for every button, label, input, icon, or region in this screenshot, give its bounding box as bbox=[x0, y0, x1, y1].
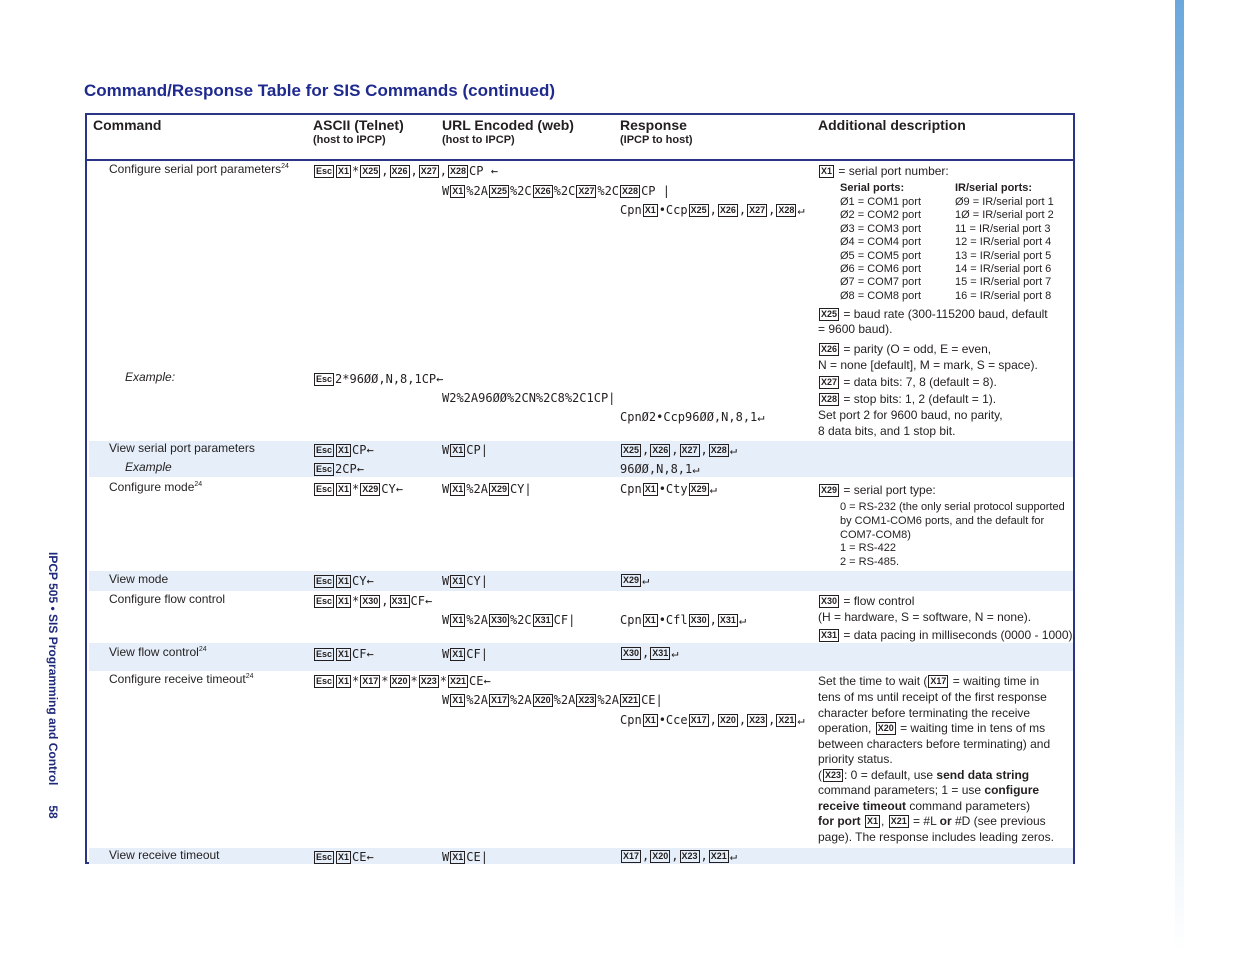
desc-x30: X30 = flow control bbox=[821, 594, 915, 608]
desc-x1-text: = serial port number: bbox=[838, 164, 949, 178]
configure-timeout-response: Cpn X1 •Cce X17 , X20 , X23 , X21 ↵ bbox=[620, 713, 805, 727]
header-response-label: Response bbox=[620, 117, 687, 133]
desc-x29-0: 0 = RS-232 (the only serial protocol supported by COM1-COM6 ports, and the default for COM7-COM8) bbox=[840, 501, 1065, 541]
view-serial-ascii: Esc X1 CP← bbox=[316, 443, 374, 457]
ir-port-item: 14 = IR/serial port 6 bbox=[955, 263, 1052, 276]
desc-x31-text: = data pacing in milliseconds (0000 - 1000). bbox=[843, 628, 1076, 642]
header-response bbox=[620, 117, 693, 146]
configure-serial-response: Cpn X1 •Ccp X25 , X26 , X27 , X28 ↵ bbox=[620, 203, 805, 217]
view-flow-text: View flow control bbox=[109, 645, 199, 659]
example1-response-text: CpnØ2•Ccp96ØØ,N,8,1 bbox=[620, 410, 758, 424]
ir-port-item: 12 = IR/serial port 4 bbox=[955, 236, 1052, 249]
row-example2-label: Example bbox=[125, 460, 172, 474]
row-configure-mode-label bbox=[109, 480, 202, 494]
view-serial-ascii-text: CP bbox=[352, 443, 367, 457]
desc-t13: page). The response includes leading zeros. bbox=[818, 830, 1054, 844]
view-timeout-ascii: Esc X1 CE← bbox=[316, 850, 374, 864]
configure-flow-url-a: %2A bbox=[466, 613, 488, 627]
desc-t9a: ( bbox=[818, 768, 822, 782]
ir-port-item: 16 = IR/serial port 8 bbox=[955, 289, 1052, 302]
view-timeout-url: W X1 CE| bbox=[442, 850, 488, 864]
row-view-flow-label bbox=[109, 645, 207, 659]
footnote-ref: 24 bbox=[194, 481, 203, 488]
header-ascii-label: ASCII (Telnet) bbox=[313, 117, 404, 133]
desc-t9c: send data string bbox=[936, 768, 1030, 782]
serial-ports-head: Serial ports: bbox=[840, 182, 905, 194]
view-flow-ascii-text: CF bbox=[352, 647, 367, 661]
row-view-mode-label: View mode bbox=[109, 572, 169, 586]
serial-port-item: Ø2 = COM2 port bbox=[840, 209, 922, 222]
header-ascii bbox=[313, 117, 404, 146]
configure-serial-text: Configure serial port parameters bbox=[109, 162, 282, 176]
desc-x31: X31 = data pacing in milliseconds (0000 - 1000). bbox=[821, 628, 1076, 642]
desc-timeout-line1: Set the time to wait ( X17 = waiting time in bbox=[818, 674, 1040, 688]
row-configure-flow-label: Configure flow control bbox=[109, 592, 226, 606]
view-flow-url: W X1 CF| bbox=[442, 647, 488, 661]
ir-ports-list bbox=[955, 196, 1054, 303]
example1-url: W2%2A96ØØ%2CN%2C8%2C1CP| bbox=[442, 391, 616, 405]
desc-t1: Set the time to wait ( bbox=[818, 674, 928, 688]
desc-x28-text: = stop bits: 1, 2 (default = 1). bbox=[843, 392, 997, 406]
desc-x26: X26 = parity (O = odd, E = even, bbox=[821, 342, 992, 356]
view-serial-response: X25 , X26 , X27 , X28 ↵ bbox=[623, 443, 737, 457]
example2-response-text: 96ØØ,N,8,1 bbox=[620, 462, 693, 476]
row-band-view-flow bbox=[89, 643, 1073, 671]
serial-port-item: Ø7 = COM7 port bbox=[840, 276, 922, 289]
header-command-label: Command bbox=[93, 117, 162, 133]
ir-ports-head: IR/serial ports: bbox=[955, 182, 1033, 194]
configure-flow-ascii: Esc X1 * X30 , X31 CF← bbox=[316, 594, 433, 608]
configure-timeout-url-a: %2A bbox=[466, 693, 488, 707]
desc-example-a: Set port 2 for 9600 baud, no parity, bbox=[818, 408, 1003, 422]
row-band-view-timeout bbox=[89, 848, 1073, 864]
view-timeout-url-text: CE bbox=[466, 850, 481, 864]
desc-t6: = waiting time in tens of ms bbox=[900, 721, 1046, 735]
desc-x26-text2: N = none [default], M = mark, S = space). bbox=[818, 358, 1038, 372]
desc-x29-text: = serial port type: bbox=[843, 483, 936, 497]
desc-x29: X29 = serial port type: bbox=[821, 483, 936, 497]
desc-x27-text: = data bits: 7, 8 (default = 8). bbox=[843, 375, 997, 389]
desc-t11b: command parameters) bbox=[906, 799, 1031, 813]
desc-x25: X25 = baud rate (300-115200 baud, default bbox=[821, 307, 1048, 321]
desc-x29-2: 2 = RS-485. bbox=[840, 556, 900, 568]
header-url-sub: (host to IPCP) bbox=[442, 134, 515, 146]
view-serial-url-w: W bbox=[442, 443, 450, 457]
view-mode-url: W X1 CY| bbox=[442, 574, 488, 588]
header-url-label: URL Encoded (web) bbox=[442, 117, 574, 133]
example2-ascii-text: 2CP bbox=[335, 462, 357, 476]
desc-t12d: #D (see previous bbox=[951, 814, 1046, 828]
desc-timeout-line10: for port X1 , X21 = #L or #D (see previous bbox=[818, 814, 1046, 828]
view-mode-url-text: CY bbox=[466, 574, 481, 588]
example1-ascii: Esc 2*96ØØ,N,8,1CP← bbox=[316, 372, 444, 386]
view-serial-url-cp: CP bbox=[466, 443, 481, 457]
page-number: 58 bbox=[46, 805, 60, 819]
desc-t7: between characters before terminating) and bbox=[818, 737, 1051, 751]
header-description bbox=[818, 117, 966, 133]
serial-port-item: Ø3 = COM3 port bbox=[840, 222, 922, 235]
serial-ports-list bbox=[840, 196, 921, 303]
configure-timeout-url-c: %2A bbox=[553, 693, 576, 707]
side-running-head bbox=[46, 552, 60, 819]
desc-t2: = waiting time in bbox=[952, 674, 1040, 688]
configure-mode-text: Configure mode bbox=[109, 480, 195, 494]
configure-mode-response: Cpn X1 •Cty X29 ↵ bbox=[620, 482, 717, 496]
configure-timeout-url: W X1 %2A X17 %2A X20 %2A X23 %2A X21 CE| bbox=[442, 693, 663, 707]
configure-mode-url: W X1 %2A X29 CY| bbox=[442, 482, 532, 496]
section-title: Command/Response Table for SIS Commands (continued) bbox=[84, 81, 556, 100]
row-configure-serial-label bbox=[109, 162, 289, 176]
example2-response: 96ØØ,N,8,1↵ bbox=[620, 462, 700, 476]
ir-port-item: Ø9 = IR/serial port 1 bbox=[955, 196, 1054, 208]
desc-timeout-line7: ( X23 : 0 = default, use send data string bbox=[818, 768, 1030, 782]
configure-timeout-ascii-text: CE bbox=[469, 674, 484, 688]
desc-t12a: for port bbox=[818, 814, 861, 828]
page-edge-bar bbox=[1175, 0, 1184, 954]
serial-port-item: Ø1 = COM1 port bbox=[840, 196, 922, 208]
desc-timeout-line9 bbox=[818, 799, 1030, 813]
side-label: IPCP 505 • SIS Programming and Control bbox=[46, 552, 60, 786]
example1-url-text: W2%2A96ØØ%2CN%2C8%2C1CP bbox=[442, 391, 609, 405]
row-configure-timeout-label bbox=[109, 672, 254, 686]
desc-x27: X27 = data bits: 7, 8 (default = 8). bbox=[821, 375, 997, 389]
serial-port-item: Ø5 = COM5 port bbox=[840, 249, 922, 262]
footnote-ref: 24 bbox=[281, 163, 289, 170]
configure-serial-url: W X1 %2A X25 %2C X26 %2C X27 %2C X28 CP | bbox=[442, 184, 670, 198]
view-mode-ascii-text: CY bbox=[352, 574, 367, 588]
desc-x28: X28 = stop bits: 1, 2 (default = 1). bbox=[821, 392, 997, 406]
ir-port-item: 11 = IR/serial port 3 bbox=[955, 222, 1051, 235]
view-serial-url: W X1 CP| bbox=[442, 443, 488, 457]
footnote-ref: 24 bbox=[198, 646, 207, 653]
configure-mode-url-end: CY bbox=[509, 482, 525, 496]
configure-flow-ascii-text: CF bbox=[410, 594, 425, 608]
configure-mode-ascii-text: CY bbox=[381, 482, 396, 496]
configure-timeout-ascii: Esc X1 * X17 * X20 * X23 * X21 CE← bbox=[316, 674, 491, 688]
serial-port-item: Ø4 = COM4 port bbox=[840, 236, 922, 249]
header-ascii-sub: (host to IPCP) bbox=[313, 134, 386, 146]
header-command bbox=[93, 117, 161, 133]
header-response-sub: (IPCP to host) bbox=[620, 134, 693, 146]
desc-x30-text2: (H = hardware, S = software, N = none). bbox=[818, 610, 1032, 624]
configure-serial-ascii: Esc X1 * X25 , X26 , X27 , X28 CP ← bbox=[316, 164, 498, 178]
view-timeout-ascii-text: CE bbox=[352, 850, 367, 864]
view-mode-response: X29 ↵ bbox=[623, 573, 650, 587]
view-flow-url-text: CF bbox=[466, 647, 481, 661]
desc-timeout-line8 bbox=[818, 783, 1039, 797]
header-url bbox=[442, 117, 574, 146]
desc-x30-text: = flow control bbox=[843, 594, 915, 608]
view-timeout-response: X17 , X20 , X23 , X21 ↵ bbox=[623, 849, 737, 863]
table-header bbox=[87, 115, 1073, 161]
example1-ascii-text: 2*96ØØ,N,8,1CP bbox=[335, 372, 437, 386]
view-mode-ascii: Esc X1 CY← bbox=[316, 574, 374, 588]
desc-x25-text: = baud rate (300-115200 baud, default bbox=[843, 307, 1048, 321]
desc-t9b: : 0 = default, use bbox=[844, 768, 937, 782]
desc-t12c: or bbox=[939, 814, 952, 828]
desc-t3: tens of ms until receipt of the first response bbox=[818, 690, 1047, 704]
serial-port-item: Ø6 = COM6 port bbox=[840, 263, 922, 276]
desc-t8: priority status. bbox=[818, 752, 893, 766]
configure-flow-response: Cpn X1 •Cfl X30 , X31 ↵ bbox=[620, 613, 747, 627]
configure-flow-url-end: CF bbox=[553, 613, 569, 627]
desc-example-b: 8 data bits, and 1 stop bit. bbox=[818, 424, 956, 438]
desc-t4: character before terminating the receive bbox=[818, 706, 1031, 720]
ir-port-item: 13 = IR/serial port 5 bbox=[955, 249, 1052, 262]
footnote-ref: 24 bbox=[245, 673, 254, 680]
desc-timeout-line4: operation, X20 = waiting time in tens of ms bbox=[818, 721, 1046, 735]
configure-mode-ascii: Esc X1 * X29 CY← bbox=[316, 482, 403, 496]
desc-x29-1: 1 = RS-422 bbox=[840, 542, 896, 554]
row-example1-label: Example: bbox=[125, 370, 176, 384]
serial-port-item: Ø8 = COM8 port bbox=[840, 289, 922, 302]
configure-flow-url: W X1 %2A X30 %2C X31 CF| bbox=[442, 613, 576, 627]
configure-mode-url-text: %2A bbox=[466, 482, 488, 496]
row-view-serial-label: View serial port parameters bbox=[109, 441, 255, 455]
desc-x1: X1 = serial port number: bbox=[821, 164, 949, 178]
ir-port-item: 15 = IR/serial port 7 bbox=[955, 276, 1052, 289]
desc-t5: operation, bbox=[818, 721, 872, 735]
desc-x25-text2: = 9600 baud). bbox=[818, 322, 893, 336]
configure-timeout-text: Configure receive timeout bbox=[109, 672, 246, 686]
command-table bbox=[85, 113, 1075, 864]
ir-port-item: 1Ø = IR/serial port 2 bbox=[955, 209, 1054, 222]
desc-t12b: = #L bbox=[913, 814, 940, 828]
example2-ascii: Esc 2CP← bbox=[316, 462, 364, 476]
view-flow-response: X30 , X31 ↵ bbox=[623, 646, 679, 660]
example1-response: CpnØ2•Ccp96ØØ,N,8,1↵ bbox=[620, 410, 765, 424]
configure-flow-url-b: %2C bbox=[509, 613, 532, 627]
desc-t10a: command parameters; 1 = use bbox=[818, 783, 985, 797]
desc-t10b: configure bbox=[984, 783, 1040, 797]
desc-x26-text: = parity (O = odd, E = even, bbox=[843, 342, 992, 356]
configure-timeout-url-end: CE bbox=[641, 693, 656, 707]
desc-t11a: receive timeout bbox=[818, 799, 907, 813]
header-description-label: Additional description bbox=[818, 117, 966, 133]
row-band-view-mode bbox=[89, 571, 1073, 591]
view-flow-ascii: Esc X1 CF← bbox=[316, 647, 374, 661]
row-view-timeout-label: View receive timeout bbox=[109, 848, 220, 862]
configure-timeout-url-b: %2A bbox=[509, 693, 532, 707]
